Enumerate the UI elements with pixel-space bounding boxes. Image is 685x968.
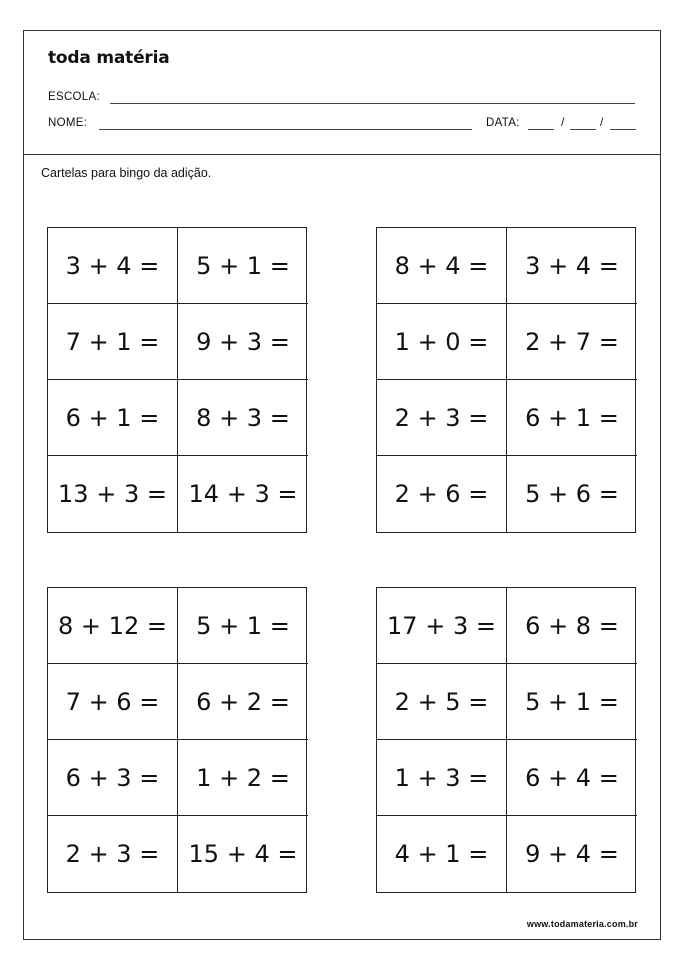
worksheet-page [23, 30, 661, 940]
bingo-cell: 5 + 1 = [178, 228, 308, 304]
bingo-card-1 [47, 227, 307, 533]
date-day-field[interactable] [528, 129, 554, 130]
footer-url: www.todamateria.com.br [526, 919, 638, 929]
bingo-cell: 3 + 4 = [507, 228, 637, 304]
bingo-cell: 8 + 12 = [48, 588, 178, 664]
school-field[interactable] [110, 103, 635, 104]
bingo-cell: 6 + 3 = [48, 740, 178, 816]
bingo-cell: 6 + 2 = [178, 664, 308, 740]
bingo-cell: 15 + 4 = [188, 840, 298, 868]
bingo-cell: 8 + 4 = [377, 228, 507, 304]
name-label: NOME: [48, 117, 88, 129]
date-separator: / [600, 115, 604, 129]
instructions-text: Cartelas para bingo da adição. [41, 166, 212, 180]
bingo-cell: 4 + 1 = [377, 816, 507, 892]
bingo-cell: 2 + 7 = [507, 304, 637, 380]
date-label: DATA: [486, 117, 520, 129]
bingo-cell: 1 + 2 = [178, 740, 308, 816]
bingo-cell: 2 + 5 = [377, 664, 507, 740]
school-label: ESCOLA: [48, 91, 100, 103]
bingo-cell: 8 + 3 = [178, 380, 308, 456]
header-divider [24, 154, 660, 155]
bingo-cell: 2 + 3 = [377, 380, 507, 456]
bingo-cell: 5 + 1 = [507, 664, 637, 740]
bingo-cell: 6 + 8 = [507, 588, 637, 664]
bingo-cell: 5 + 1 = [178, 588, 308, 664]
bingo-cell: 5 + 6 = [525, 480, 619, 508]
bingo-cell: 9 + 3 = [178, 304, 308, 380]
bingo-cell: 1 + 3 = [377, 740, 507, 816]
bingo-cell: 6 + 4 = [507, 740, 637, 816]
bingo-cell: 14 + 3 = [188, 480, 298, 508]
bingo-cell: 1 + 0 = [377, 304, 507, 380]
bingo-cell: 7 + 1 = [48, 304, 178, 380]
bingo-cell: 3 + 4 = [48, 228, 178, 304]
bingo-cell: 13 + 3 = [48, 456, 178, 532]
bingo-cell: 9 + 4 = [525, 840, 619, 868]
name-field[interactable] [99, 129, 472, 130]
bingo-cell: 17 + 3 = [377, 588, 507, 664]
bingo-cell: 6 + 1 = [48, 380, 178, 456]
date-month-field[interactable] [570, 129, 596, 130]
bingo-cell: 7 + 6 = [48, 664, 178, 740]
date-year-field[interactable] [610, 129, 636, 130]
date-separator: / [561, 115, 565, 129]
bingo-cell: 6 + 1 = [507, 380, 637, 456]
bingo-cell: 2 + 6 = [377, 456, 507, 532]
bingo-card-2 [376, 227, 636, 533]
bingo-card-4 [376, 587, 636, 893]
bingo-cell: 2 + 3 = [48, 816, 178, 892]
bingo-card-3 [47, 587, 307, 893]
brand-logo: toda matéria [48, 48, 170, 68]
